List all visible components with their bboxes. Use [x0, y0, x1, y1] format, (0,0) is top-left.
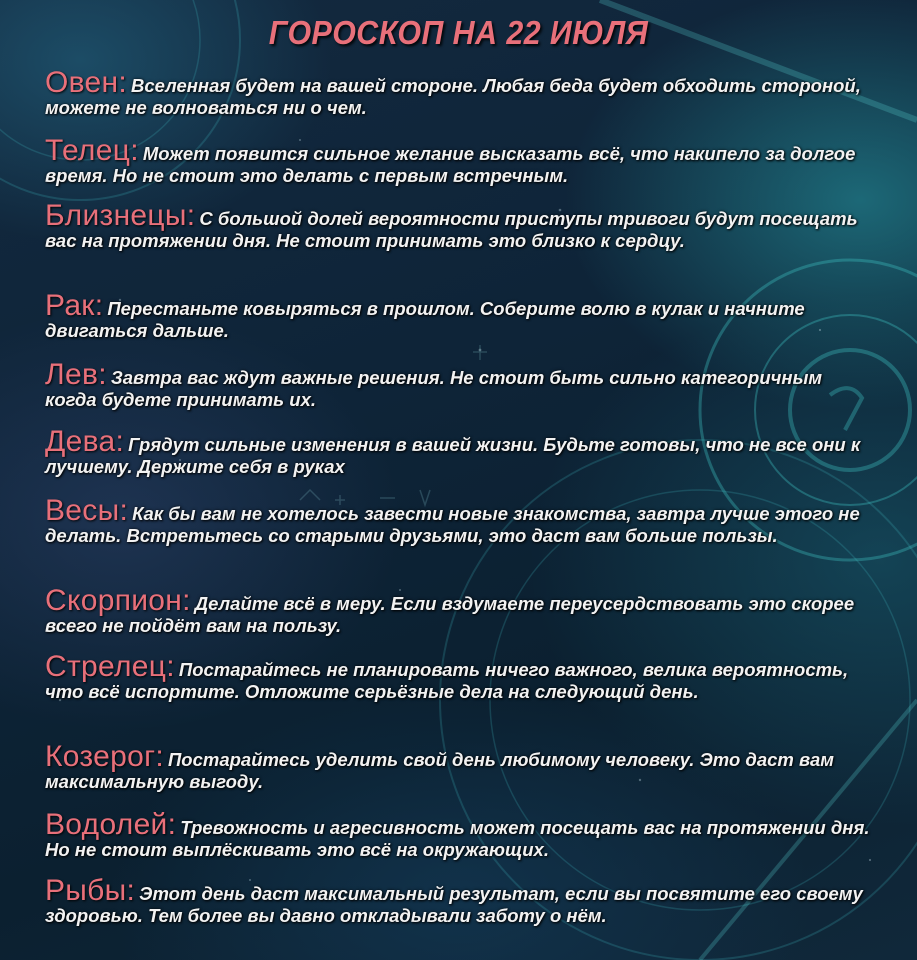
sign-name: Рак:: [45, 289, 104, 322]
sign-entry-virgo: [45, 425, 875, 478]
sign-forecast: Перестаньте ковыряться в прошлом. Соберите волю в кулак и начните двигаться дальше.: [45, 298, 805, 341]
sign-entry-scorpio: [45, 584, 875, 637]
sign-entry-leo: [45, 358, 875, 411]
sign-forecast: Тревожность и агресивность может посещать вас на протяжении дня. Но не стоит выплёскивать это всё на окружающих.: [45, 817, 870, 860]
sign-name: Скорпион:: [45, 584, 191, 617]
sign-forecast: Как бы вам не хотелось завести новые знакомства, завтра лучше этого не делать. Встретьтесь со старыми друзьями, это даст вам больше пользы.: [45, 503, 860, 546]
sign-forecast: Постарайтесь не планировать ничего важного, велика вероятность, что всё испортите. Отложите серьёзные дела на следующий день.: [45, 659, 849, 702]
sign-entry-pisces: [45, 874, 875, 927]
sign-name: Лев:: [45, 358, 107, 391]
sign-name: Водолей:: [45, 808, 177, 841]
sign-entry-cancer: [45, 289, 875, 342]
sign-forecast: Может появится сильное желание высказать всё, что накипело за долгое время. Но не стоит это делать с первым встречным.: [45, 143, 856, 186]
sign-entry-aquarius: [45, 808, 875, 861]
sign-name: Дева:: [45, 425, 125, 458]
sign-name: Овен:: [45, 66, 128, 99]
sign-name: Телец:: [45, 134, 139, 167]
sign-forecast: Постарайтесь уделить свой день любимому человеку. Это даст вам максимальную выгоду.: [45, 749, 834, 792]
sign-entry-capricorn: [45, 740, 875, 793]
sign-entry-libra: [45, 494, 875, 547]
sign-forecast: Грядут сильные изменения в вашей жизни. Будьте готовы, что не все они к лучшему. Держите себя в руках: [45, 434, 861, 477]
sign-forecast: Этот день даст максимальный результат, если вы посвятите его своему здоровью. Тем более вы давно откладывали заботу о нём.: [45, 883, 863, 926]
sign-entry-sagittarius: [45, 650, 875, 703]
sign-forecast: Делайте всё в меру. Если вздумаете переусердствовать это скорее всего не пойдёт вам на пользу.: [45, 593, 855, 636]
sign-entry-taurus: [45, 134, 875, 187]
sign-entry-gemini: [45, 199, 875, 252]
sign-entry-aries: [45, 66, 875, 119]
sign-forecast: Вселенная будет на вашей стороне. Любая беда будет обходить стороной, можете не волноваться ни о чем.: [45, 75, 861, 118]
sign-forecast: С большой долей вероятности приступы тривоги будут посещать вас на протяжении дня. Не стоит принимать это близко к сердцу.: [45, 208, 858, 251]
sign-name: Стрелец:: [45, 650, 175, 683]
sign-forecast: Завтра вас ждут важные решения. Не стоит быть сильно категоричным когда будете принимать их.: [45, 367, 823, 410]
sign-name: Весы:: [45, 494, 129, 527]
page-title: ГОРОСКОП НА 22 ИЮЛЯ: [268, 14, 649, 51]
sign-name: Рыбы:: [45, 874, 136, 907]
sign-name: Близнецы:: [45, 199, 196, 232]
sign-name: Козерог:: [45, 740, 164, 773]
